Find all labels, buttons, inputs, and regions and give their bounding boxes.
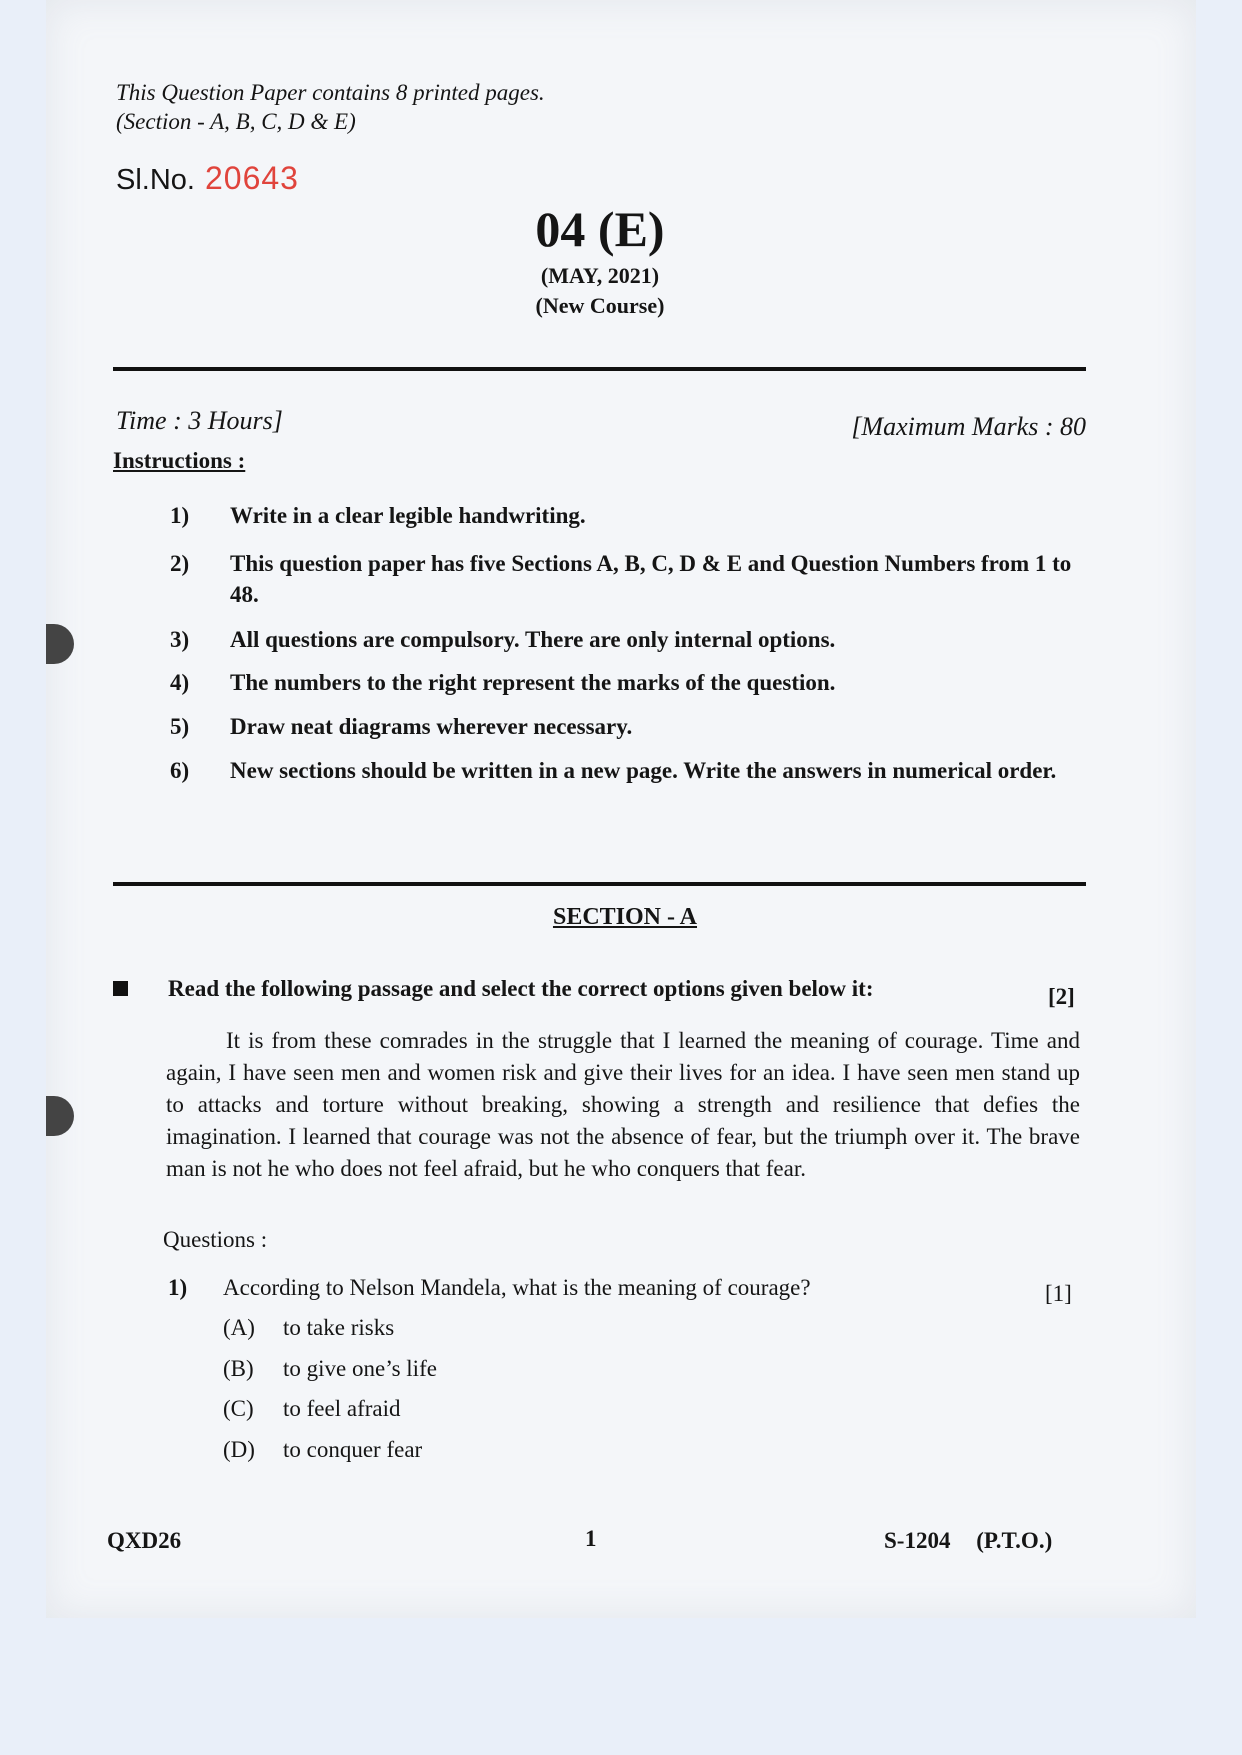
slno-label: Sl.No. [116,164,195,196]
option-text: to conquer fear [283,1437,423,1462]
paper-code: 04 (E) [535,201,665,257]
option-item [223,1437,422,1463]
option-text: to give one’s life [283,1356,437,1381]
instructions-title: Instructions : [113,448,246,473]
option-text: to take risks [283,1315,395,1340]
question-text: According to Nelson Mandela, what is the meaning of courage? [223,1275,811,1300]
page-number: 1 [585,1526,597,1551]
instruction-text: Write in a clear legible handwriting. [230,503,586,528]
passage-text: It is from these comrades in the struggle that I learned the meaning of courage. Time and again, I have seen men and women risk and give their lives for an idea. I have seen men stand up to attacks and torture without breaking, showing a strength and resilience that defies the imagination. I learned that courage was not the absence of fear, but the triumph over it. The brave man is not he who does not feel afraid, but he who conquers that fear. [166,1028,1080,1181]
course-type: (New Course) [535,293,665,318]
question-number: 1) [168,1275,188,1300]
option-label: (B) [223,1356,254,1381]
instruction-text: The numbers to the right represent the marks of the question. [230,670,836,695]
instruction-number: 1) [170,503,190,528]
max-marks: [Maximum Marks : 80 [851,412,1086,441]
option-item [223,1315,394,1341]
pto-note: (P.T.O.) [976,1528,1053,1553]
sections-note: (Section - A, B, C, D & E) [116,109,356,134]
task-marks: [2] [1048,984,1075,1009]
exam-time: Time : 3 Hours] [116,406,283,435]
slno-value: 20643 [204,160,299,196]
option-label: (A) [223,1315,255,1340]
question-bullet [113,981,128,996]
instruction-number: 6) [170,758,190,783]
header-rule [113,367,1086,371]
instruction-number: 3) [170,627,190,652]
questions-label: Questions : [163,1227,268,1252]
question-marks: [1] [1045,1281,1072,1306]
serial-number [116,160,299,197]
section-title: SECTION - A [552,904,698,930]
passage-task: Read the following passage and select the correct options given below it: [168,976,874,1001]
option-label: (C) [223,1396,254,1421]
footer-code: QXD26 [107,1528,182,1553]
footer-ref: S-1204 [884,1528,951,1553]
punch-hole [46,624,74,664]
instruction-number: 5) [170,714,190,739]
option-item [223,1356,437,1382]
instructions-rule [113,882,1086,886]
exam-date: (MAY, 2021) [540,263,660,288]
option-text: to feel afraid [283,1396,401,1421]
instruction-text: New sections should be written in a new page. Write the answers in numerical order. [230,758,1057,783]
punch-hole [46,1096,74,1136]
instruction-text: This question paper has five Sections A, B, C, D & E and Question Numbers from 1 to 48. [230,551,1072,607]
instruction-number: 2) [170,551,190,576]
option-item [223,1396,400,1422]
pages-note: This Question Paper contains 8 printed pages. [116,80,545,105]
reading-passage [166,1025,1080,1185]
instruction-text: All questions are compulsory. There are only internal options. [230,627,836,652]
instruction-number: 4) [170,670,190,695]
footer-subject-code [884,1528,1052,1554]
option-label: (D) [223,1437,255,1462]
instruction-text: Draw neat diagrams wherever necessary. [230,714,633,739]
